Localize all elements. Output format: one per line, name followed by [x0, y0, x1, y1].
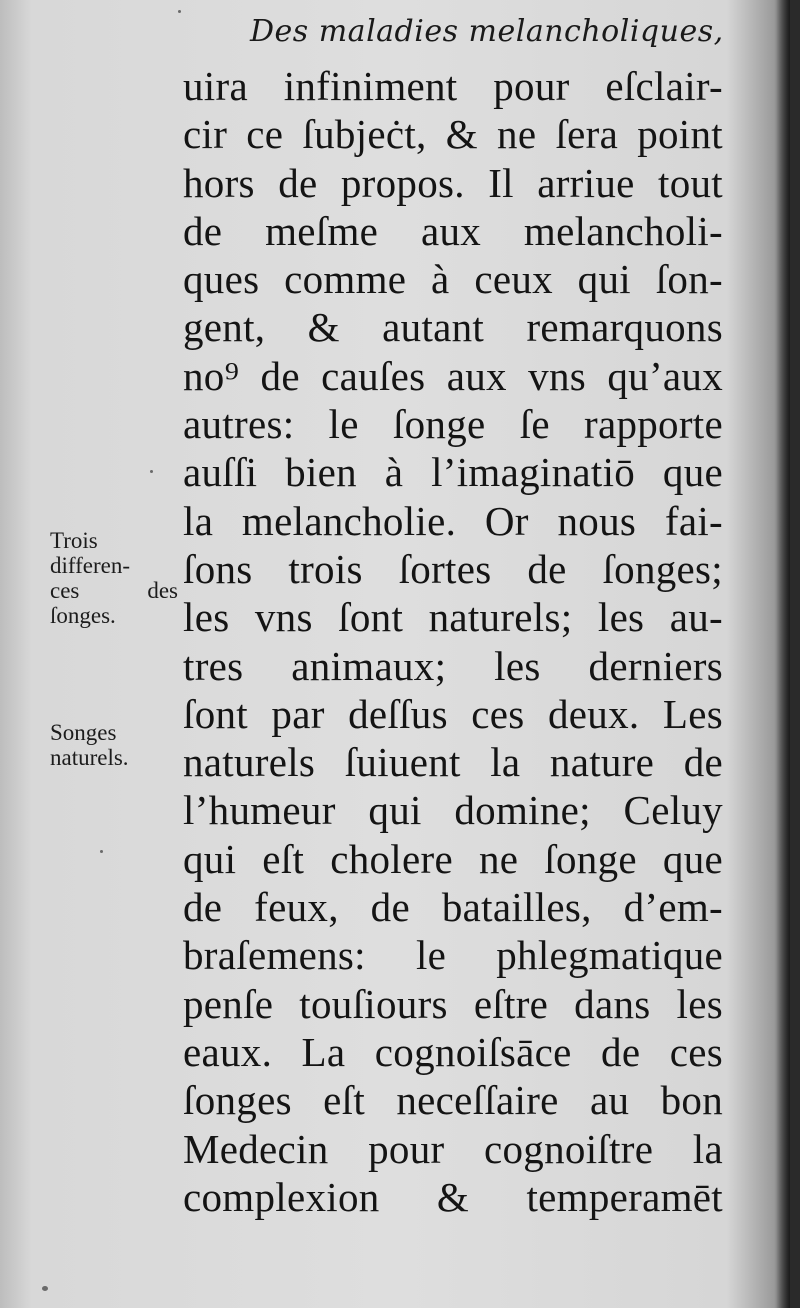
- margin-note-songes-naturels: [50, 720, 178, 770]
- paper-speck: [178, 10, 181, 13]
- body-line: qui eſt cholere ne ſonge que: [183, 835, 723, 882]
- body-line: braſemens: le phlegmatique: [183, 932, 723, 979]
- body-line: auſſi bien à l’imaginatiō que: [183, 449, 723, 496]
- body-line: la melancholie. Or nous fai-: [183, 497, 723, 544]
- margin-note-line: ces des: [50, 578, 178, 603]
- body-line: Medecin pour cognoiſtre la: [183, 1125, 723, 1172]
- body-line: ques comme à ceux qui ſon-: [183, 256, 723, 303]
- body-line: tres animaux; les derniers: [183, 642, 723, 689]
- paper-speck: [100, 850, 103, 853]
- body-line: uira infiniment pour eſclair-: [183, 63, 723, 109]
- running-head: Des maladies melancholiques,: [250, 14, 724, 49]
- body-line: no⁹ de cauſes aux vns qu’aux: [183, 352, 723, 399]
- body-line: de meſme aux melancholi-: [183, 207, 723, 254]
- body-line: ſont par deſſus ces deux. Les: [183, 690, 723, 737]
- margin-note-line: naturels.: [50, 745, 129, 770]
- body-line: gent, & autant remarquons: [183, 304, 723, 351]
- body-line: les vns ſont naturels; les au-: [183, 594, 723, 641]
- page-edge-shadow: [776, 0, 790, 1308]
- body-line: naturels ſuiuent la nature de: [183, 739, 723, 786]
- body-line: l’humeur qui domine; Celuy: [183, 787, 723, 834]
- body-text: [183, 62, 723, 1221]
- margin-note-trois-differences: [50, 528, 178, 628]
- paper-speck: [42, 1286, 48, 1291]
- body-line: ſons trois ſortes de ſonges;: [183, 545, 723, 592]
- margin-note-line: ſonges.: [50, 603, 116, 628]
- body-line: de feux, de batailles, d’em-: [183, 884, 723, 931]
- body-line: ſonges eſt neceſſaire au bon: [183, 1077, 723, 1124]
- body-line: penſe touſiours eſtre dans les: [183, 980, 723, 1027]
- margin-note-line: differen-: [50, 553, 131, 578]
- body-line: complexion & temperamēt: [183, 1173, 723, 1220]
- body-line: hors de propos. Il arriue tout: [183, 159, 723, 206]
- paper-speck: [150, 470, 153, 473]
- body-line: eaux. La cognoiſsāce de ces: [183, 1028, 723, 1075]
- margin-note-line: Songes: [50, 720, 117, 745]
- body-line: cir ce ſubjeċt, & ne ſera point: [183, 111, 723, 158]
- margin-note-line: Trois: [50, 528, 98, 553]
- body-line: autres: le ſonge ſe rapporte: [183, 401, 723, 448]
